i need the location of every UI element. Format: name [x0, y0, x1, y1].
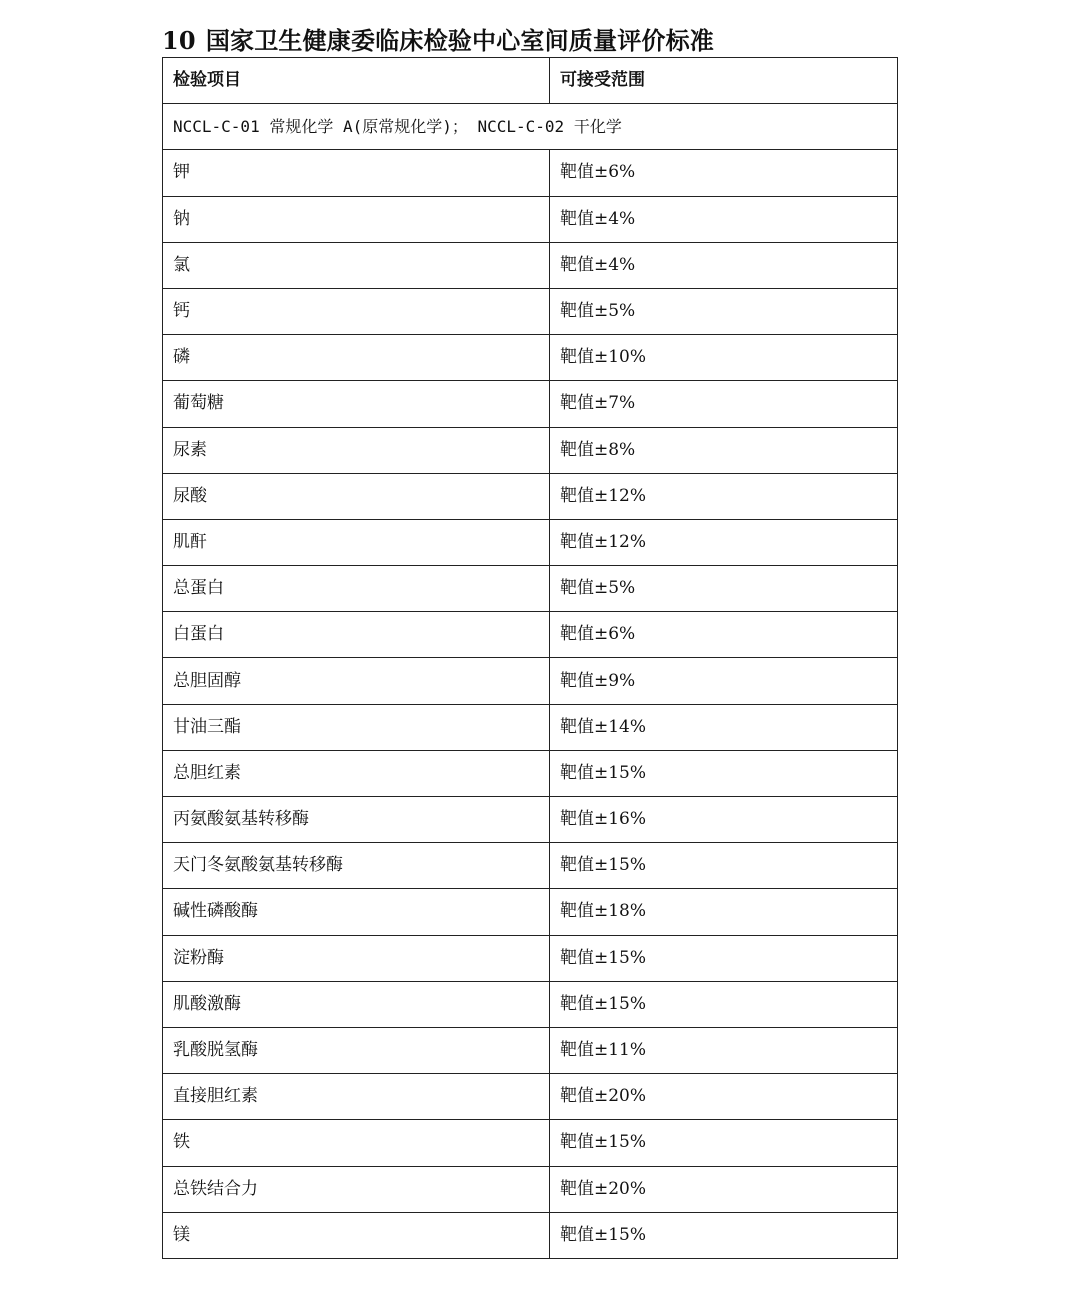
- table-row: [163, 658, 898, 704]
- table-row: [163, 150, 898, 196]
- acceptable-range-cell: 靶值±5%: [550, 288, 898, 334]
- acceptable-range-cell: 靶值±11%: [550, 1027, 898, 1073]
- table-row: [163, 750, 898, 796]
- table-row: [163, 612, 898, 658]
- acceptable-range-cell: 靶值±15%: [550, 750, 898, 796]
- test-item-cell: 铁: [163, 1120, 550, 1166]
- table-row: [163, 843, 898, 889]
- table-row: [163, 1120, 898, 1166]
- table-row: [163, 242, 898, 288]
- acceptable-range-cell: 靶值±15%: [550, 1212, 898, 1258]
- table-row: [163, 797, 898, 843]
- table-row: [163, 704, 898, 750]
- test-item-cell: 镁: [163, 1212, 550, 1258]
- test-item-cell: 总蛋白: [163, 566, 550, 612]
- table-row: [163, 889, 898, 935]
- table-row: [163, 196, 898, 242]
- test-item-cell: 肌酸激酶: [163, 981, 550, 1027]
- test-item-cell: 钙: [163, 288, 550, 334]
- table-row: [163, 1212, 898, 1258]
- acceptable-range-cell: 靶值±6%: [550, 150, 898, 196]
- test-item-cell: 钾: [163, 150, 550, 196]
- test-item-cell: 钠: [163, 196, 550, 242]
- table-row: [163, 566, 898, 612]
- test-item-cell: 葡萄糖: [163, 381, 550, 427]
- acceptable-range-cell: 靶值±20%: [550, 1074, 898, 1120]
- acceptable-range-cell: 靶值±7%: [550, 381, 898, 427]
- test-item-cell: 氯: [163, 242, 550, 288]
- test-item-cell: 总胆固醇: [163, 658, 550, 704]
- document-title-text: 国家卫生健康委临床检验中心室间质量评价标准: [205, 26, 715, 55]
- test-item-cell: 碱性磷酸酶: [163, 889, 550, 935]
- table-row: [163, 935, 898, 981]
- test-item-cell: 白蛋白: [163, 612, 550, 658]
- test-item-cell: 甘油三酯: [163, 704, 550, 750]
- test-item-cell: 磷: [163, 335, 550, 381]
- acceptable-range-cell: 靶值±15%: [550, 935, 898, 981]
- section-label: NCCL-C-01 常规化学 A(原常规化学)； NCCL-C-02 干化学: [163, 104, 898, 150]
- test-item-cell: 尿素: [163, 427, 550, 473]
- table-row: [163, 381, 898, 427]
- table-row: [163, 981, 898, 1027]
- acceptable-range-cell: 靶值±10%: [550, 335, 898, 381]
- acceptable-range-cell: 靶值±5%: [550, 566, 898, 612]
- acceptable-range-cell: 靶值±15%: [550, 981, 898, 1027]
- acceptable-range-cell: 靶值±16%: [550, 797, 898, 843]
- table-row: [163, 288, 898, 334]
- acceptable-range-cell: 靶值±12%: [550, 473, 898, 519]
- table-row: [163, 1027, 898, 1073]
- acceptable-range-cell: 靶值±15%: [550, 1120, 898, 1166]
- test-item-cell: 直接胆红素: [163, 1074, 550, 1120]
- column-header-acceptable-range: 可接受范围: [550, 58, 898, 104]
- test-item-cell: 淀粉酶: [163, 935, 550, 981]
- acceptable-range-cell: 靶值±9%: [550, 658, 898, 704]
- document-title: [162, 24, 714, 58]
- table-row: [163, 519, 898, 565]
- column-header-test-item: 检验项目: [163, 58, 550, 104]
- test-item-cell: 尿酸: [163, 473, 550, 519]
- acceptable-range-cell: 靶值±4%: [550, 242, 898, 288]
- quality-criteria-table: [162, 57, 898, 1259]
- acceptable-range-cell: 靶值±14%: [550, 704, 898, 750]
- table-body: [163, 104, 898, 1259]
- table-row: [163, 473, 898, 519]
- acceptable-range-cell: 靶值±12%: [550, 519, 898, 565]
- acceptable-range-cell: 靶值±20%: [550, 1166, 898, 1212]
- table-row: [163, 335, 898, 381]
- test-item-cell: 总铁结合力: [163, 1166, 550, 1212]
- acceptable-range-cell: 靶值±6%: [550, 612, 898, 658]
- acceptable-range-cell: 靶值±8%: [550, 427, 898, 473]
- table-row: [163, 1074, 898, 1120]
- acceptable-range-cell: 靶值±4%: [550, 196, 898, 242]
- table-header-row: [163, 58, 898, 104]
- test-item-cell: 丙氨酸氨基转移酶: [163, 797, 550, 843]
- test-item-cell: 总胆红素: [163, 750, 550, 796]
- acceptable-range-cell: 靶值±15%: [550, 843, 898, 889]
- table-row: [163, 1166, 898, 1212]
- document-title-number: 10: [162, 26, 196, 55]
- table-row: [163, 427, 898, 473]
- test-item-cell: 天门冬氨酸氨基转移酶: [163, 843, 550, 889]
- acceptable-range-cell: 靶值±18%: [550, 889, 898, 935]
- test-item-cell: 肌酐: [163, 519, 550, 565]
- table-section-row: [163, 104, 898, 150]
- test-item-cell: 乳酸脱氢酶: [163, 1027, 550, 1073]
